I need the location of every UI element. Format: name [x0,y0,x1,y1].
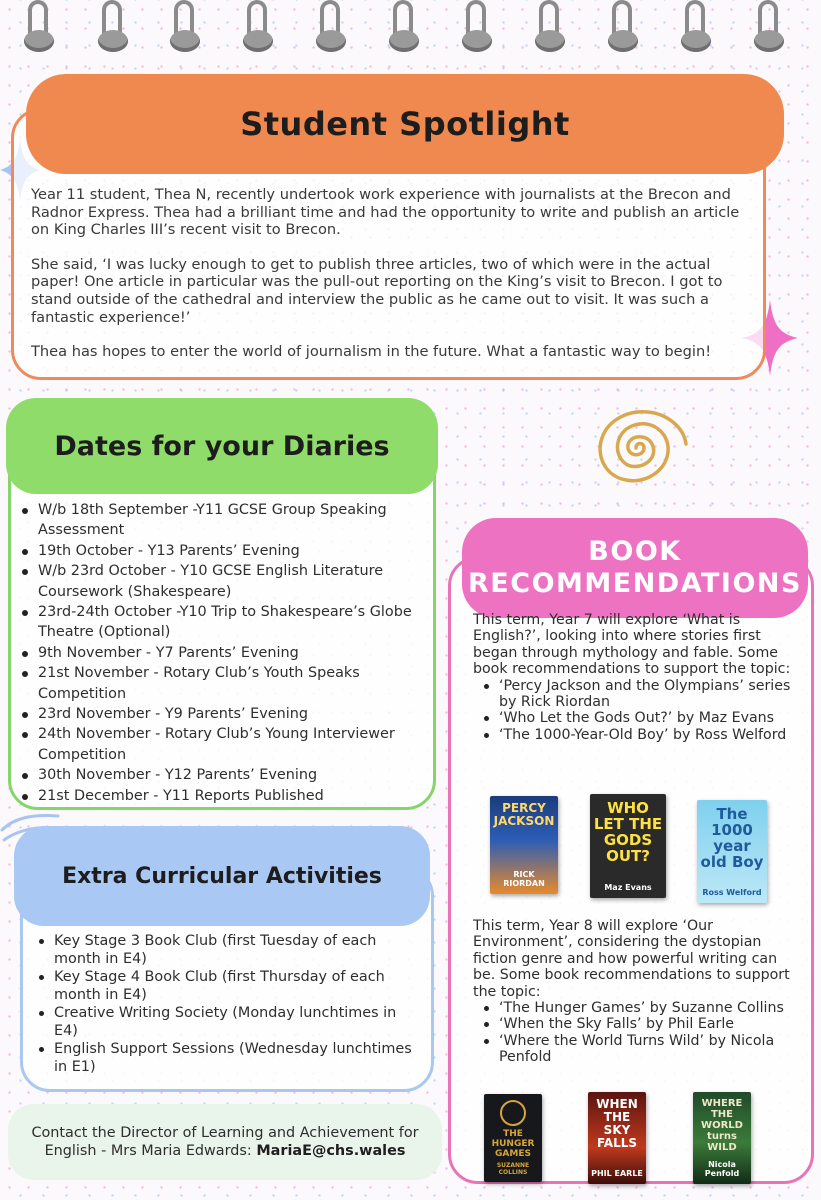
cover-title: THE HUNGER GAMES [491,1129,535,1159]
list-item: W/b 23rd October - Y10 GCSE English Literature Coursework (Shakespeare) [20,561,430,602]
list-item: ‘Percy Jackson and the Olympians’ series by Rick Riordan [483,678,803,711]
list-item: W/b 18th September -Y11 GCSE Group Speaking Assessment [20,500,430,541]
list-item: Key Stage 4 Book Club (first Thursday of each month in E4) [38,968,418,1004]
list-item: ‘When the Sky Falls’ by Phil Earle [483,1016,803,1032]
spotlight-title: Student Spotlight [240,105,570,143]
thousand-year-old-boy-cover [697,800,767,903]
who-let-the-gods-out-cover [590,794,666,898]
extra-header [14,826,430,926]
binding-ring [608,0,638,56]
binding-ring [535,0,565,56]
year8-book-list [473,1000,803,1066]
list-item: ‘Where the World Turns Wild’ by Nicola Penfold [483,1033,803,1066]
binding-ring [316,0,346,56]
list-item: ‘The 1000-Year-Old Boy’ by Ross Welford [483,727,803,743]
cover-title: WHO LET THE GODS OUT? [593,799,663,865]
year7-section [473,612,803,743]
where-the-world-turns-wild-cover [693,1092,751,1184]
list-item: 9th November - Y7 Parents’ Evening [20,643,430,663]
dates-list [20,500,430,806]
dates-header [6,398,438,494]
binding-ring [754,0,784,56]
when-the-sky-falls-cover [588,1092,646,1184]
list-item: ‘The Hunger Games’ by Suzanne Collins [483,1000,803,1016]
contact-email-link[interactable]: MariaE@chs.wales [256,1143,406,1159]
list-item: Key Stage 3 Book Club (first Tuesday of each month in E4) [38,932,418,968]
books-title-line1: BOOK [588,536,682,567]
year7-intro: This term, Year 7 will explore ‘What is English?’, looking into where stories first began through mythology and fable. Some book recommendations to support the topic: [473,612,791,678]
binding-ring [462,0,492,56]
cover-author: Nicola Penfold [704,1160,740,1178]
extra-list [38,932,418,1076]
books-header [462,518,808,618]
cover-author: RICK RIORDAN [503,870,545,888]
list-item: 23rd-24th October -Y10 Trip to Shakespeare’s Globe Theatre (Optional) [20,602,430,643]
list-item: 23rd November - Y9 Parents’ Evening [20,704,430,724]
contact-box [8,1104,442,1180]
binding-ring [243,0,273,56]
binding-ring [98,0,128,56]
list-item: English Support Sessions (Wednesday lunchtimes in E1) [38,1040,418,1076]
binding-ring [389,0,419,56]
list-item: 21st November - Rotary Club’s Youth Speaks Competition [20,663,430,704]
spotlight-paragraph: She said, ‘I was lucky enough to get to publish three articles, two of which were in the actual paper! One article in particular was the pull-out reporting on the King’s visit to Brecon. I got to stand outside of the cathedral and interview the public as he came out to visit. It was such a fantastic experience!’ [31,255,723,326]
spotlight-paragraph: Thea has hopes to enter the world of journalism in the future. What a fantastic way to begin! [31,343,712,361]
contact-text [24,1124,426,1160]
spotlight-body [31,186,743,378]
hunger-games-cover [484,1094,542,1182]
spiral-binding [0,0,821,60]
binding-ring [24,0,54,56]
cover-author: SUZANNE COLLINS [496,1162,530,1176]
mockingjay-icon [500,1100,526,1126]
cover-title: WHERE THE WORLD turns WILD [701,1098,743,1153]
list-item: 24th November - Rotary Club’s Young Interviewer Competition [20,724,430,765]
year8-section [473,918,803,1066]
year7-book-list [473,678,803,744]
contact-label: Contact the Director of Learning and Achievement for English - Mrs Maria Edwards: [31,1125,419,1159]
swirl-icon [576,398,694,494]
cover-title: PERCY JACKSON [493,801,555,828]
spotlight-paragraph: Year 11 student, Thea N, recently undertook work experience with journalists at the Brecon and Radnor Express. Thea had a brilliant time and had the opportunity to write and publish an article on King Charles III’s recent visit to Brecon. [31,186,740,239]
dates-title: Dates for your Diaries [54,430,390,462]
cover-author: PHIL EARLE [591,1169,643,1178]
year8-intro: This term, Year 8 will explore ‘Our Environment’, considering the dystopian fiction genre and how powerful writing can be. Some book recommendations to support the topic: [473,918,790,1000]
books-title-line2: RECOMMENDATIONS [468,568,802,599]
cover-author: Ross Welford [702,888,762,897]
extra-title: Extra Curricular Activities [62,863,382,889]
cover-title: WHEN THE SKY FALLS [596,1097,638,1150]
spotlight-header [26,74,784,174]
percy-jackson-cover [490,796,558,894]
cover-title: The 1000 year old Boy [700,805,764,871]
list-item: 30th November - Y12 Parents’ Evening [20,765,430,785]
list-item: ‘Who Let the Gods Out?’ by Maz Evans [483,710,803,726]
binding-ring [681,0,711,56]
binding-ring [170,0,200,56]
cover-author: Maz Evans [604,883,652,892]
list-item: 21st December - Y11 Reports Published [20,786,430,806]
list-item: Creative Writing Society (Monday lunchtimes in E4) [38,1004,418,1040]
list-item: 19th October - Y13 Parents’ Evening [20,541,430,561]
